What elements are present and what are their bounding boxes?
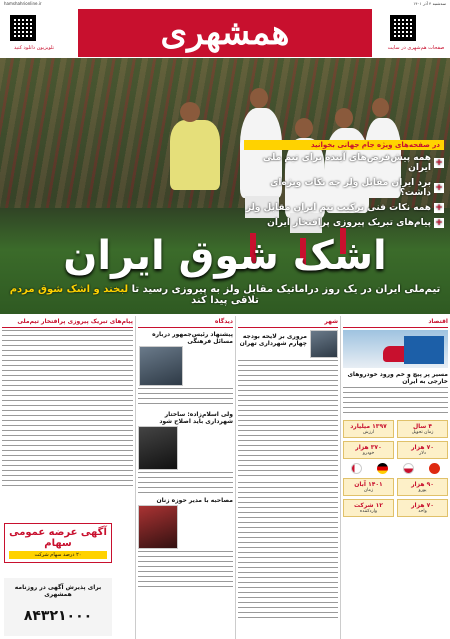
price-cell: ۳۷۰ هزار خودرو <box>343 441 394 459</box>
article-text <box>238 360 338 480</box>
column-title: اقتصاد <box>343 318 448 328</box>
feature-bullets <box>244 153 444 233</box>
article-text <box>138 551 233 591</box>
feature-bullet[interactable]: + پیام‌های تبریک پیروزی پرافتخار ایران <box>267 218 443 228</box>
player-head <box>180 102 200 122</box>
website-url: hamshahrionline.ir <box>4 1 42 6</box>
flag-icon <box>403 463 414 474</box>
hero-photo <box>0 58 450 314</box>
newspaper-logo: همشهری <box>78 9 372 57</box>
article-text <box>2 330 133 490</box>
plus-icon: + <box>435 218 443 228</box>
portrait-photo <box>310 330 338 358</box>
price-cell: ۹۰ هزار یورو <box>397 478 448 496</box>
container-shape <box>404 336 444 364</box>
car-photo <box>343 330 448 368</box>
stock-offering-ad[interactable] <box>4 523 112 563</box>
qr-code-icon <box>390 15 416 41</box>
price-cell: ۷۰ هزار واحد <box>397 499 448 517</box>
lower-section <box>0 316 450 639</box>
flags-row <box>343 463 448 474</box>
column-city <box>235 316 340 639</box>
feature-bullet[interactable]: + همه نکات فنی ترکیب تیم ایران مقابل ولز <box>245 203 443 213</box>
column-economy <box>340 316 450 639</box>
plus-icon: + <box>435 158 443 168</box>
column-opinion <box>135 316 235 639</box>
qr-code-icon <box>10 15 36 41</box>
flag-icon <box>377 463 388 474</box>
phone-number: ۸۴۳۲۱۰۰۰ <box>23 608 93 624</box>
portrait-photo <box>138 505 178 549</box>
player-head <box>372 98 389 117</box>
article-text <box>343 387 448 417</box>
masthead-left-note: تلویزیون دانلود کنید <box>13 45 55 51</box>
phone-ad-label: برای پذیرش آگهی در روزنامه همشهری <box>14 584 102 598</box>
ad-title: آگهی عرضه عمومی سهام <box>9 527 107 549</box>
column-title: دیدگاه <box>138 318 233 328</box>
flag-icon <box>351 463 362 474</box>
article-text <box>138 388 233 408</box>
ad-subtitle: ۲۰ درصد سهام شرکت <box>9 551 107 559</box>
price-cell: ۱۴۰۱ آبان زمان <box>343 478 394 496</box>
issue-info: سه‌شنبه ۴ آذر ۱۴۰۱ <box>413 1 446 6</box>
phone-ad[interactable] <box>4 578 112 636</box>
article-text <box>238 482 338 622</box>
main-subhead: تیم‌ملی ایران در یک روز دراماتیک مقابل ولز به پیروزی رسید تا لبخند و اشک شوق مردم تلاقی پیدا کند <box>9 284 441 306</box>
column-title: پیام‌های تبریک پیروزی پرافتخار تیم‌ملی <box>2 318 133 328</box>
article-title[interactable]: ولی اسلام‌زاده: ساختار شهرداری باید اصلاح شود <box>159 411 233 425</box>
article-title[interactable]: پیشنهاد رئیس‌جمهور درباره مسائل فرهنگی <box>152 331 233 345</box>
player-head <box>335 108 353 128</box>
price-cell: ۴ سال زمان تحویل <box>397 420 448 438</box>
article-title[interactable]: مسیر پر پیچ و خم ورود خودروهای خارجی به ایران <box>347 371 448 385</box>
player-head <box>295 118 313 138</box>
plus-icon: + <box>435 183 443 193</box>
price-cell: ۱۳۹۷ میلیارد ارزش <box>343 420 394 438</box>
flag-icon <box>429 463 440 474</box>
price-cell: ۷۰ هزار دلار <box>397 441 448 459</box>
article-text <box>138 472 233 494</box>
feature-tag: در صفحه‌های ویژه جام جهانی بخوانید <box>244 140 444 150</box>
masthead-right-note: صفحات هم‌شهری در سایت <box>387 45 445 51</box>
feature-bullet[interactable]: + برد ایران مقابل ولز چه نکات ویژه‌ای داشت؟ <box>270 178 443 198</box>
player-head <box>250 88 268 108</box>
price-cell: ۱۲ شرکت واردکننده <box>343 499 394 517</box>
masthead <box>0 7 450 57</box>
price-grid <box>343 478 448 517</box>
article-title[interactable]: مروری بر لایحه بودجه چهارم شهرداری تهران <box>239 333 307 347</box>
price-grid <box>343 420 448 459</box>
portrait-photo <box>138 426 178 470</box>
player-figure <box>170 120 220 190</box>
feature-bullet[interactable]: + همه پیش‌فرض‌های آینده برای تیم ملی ایران <box>262 153 443 173</box>
column-title: شهر <box>238 318 338 328</box>
article-title[interactable]: مصاحبه با مدیر حوزه زنان <box>156 497 233 504</box>
main-headline[interactable]: اشک شوق ایران <box>63 233 387 279</box>
plus-icon: + <box>435 203 443 213</box>
portrait-photo <box>139 346 183 386</box>
top-info-bar <box>0 0 450 7</box>
